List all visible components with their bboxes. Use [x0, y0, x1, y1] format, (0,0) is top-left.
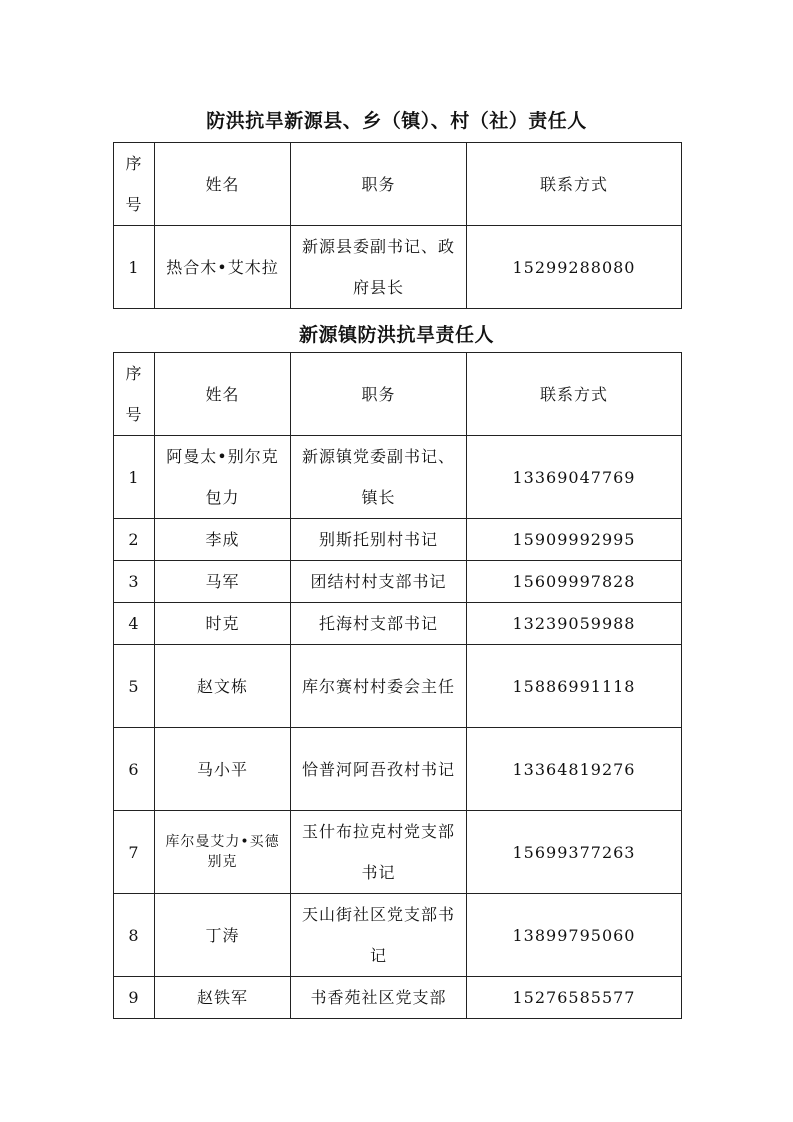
row-name: 热合木•艾木拉 — [155, 226, 291, 309]
row-contact: 13899795060 — [467, 894, 682, 977]
section2-title: 新源镇防洪抗旱责任人 — [298, 324, 494, 346]
row-contact: 13369047769 — [467, 436, 682, 519]
header-name: 姓名 — [155, 353, 291, 436]
row-position: 新源县委副书记、政府县长 — [291, 226, 467, 309]
row-name: 马军 — [155, 561, 291, 603]
section1-title: 防洪抗旱新源县、乡（镇）、村（社）责任人 — [206, 110, 587, 132]
header-contact: 联系方式 — [467, 353, 682, 436]
table-row — [114, 811, 682, 894]
row-no: 4 — [114, 603, 155, 645]
row-no: 3 — [114, 561, 155, 603]
row-name: 阿曼太•别尔克包力 — [155, 436, 291, 519]
row-contact: 15886991118 — [467, 645, 682, 728]
row-contact: 15276585577 — [467, 977, 682, 1019]
row-name: 马小平 — [155, 728, 291, 811]
row-name: 库尔曼艾力•买德别克 — [155, 811, 291, 894]
table-row — [114, 645, 682, 728]
row-contact: 15699377263 — [467, 811, 682, 894]
table-row — [114, 894, 682, 977]
row-position: 恰普河阿吾孜村书记 — [291, 728, 467, 811]
table-row — [114, 728, 682, 811]
header-name: 姓名 — [155, 143, 291, 226]
row-contact: 15909992995 — [467, 519, 682, 561]
table-header-row — [114, 143, 682, 226]
row-no: 5 — [114, 645, 155, 728]
row-position: 托海村支部书记 — [291, 603, 467, 645]
row-no: 6 — [114, 728, 155, 811]
table-header-row — [114, 353, 682, 436]
header-no: 序号 — [114, 143, 155, 226]
row-no: 9 — [114, 977, 155, 1019]
row-position: 库尔赛村村委会主任 — [291, 645, 467, 728]
row-name: 李成 — [155, 519, 291, 561]
table-row — [114, 226, 682, 309]
table-row — [114, 436, 682, 519]
row-name: 赵铁军 — [155, 977, 291, 1019]
table-row — [114, 561, 682, 603]
row-contact: 13239059988 — [467, 603, 682, 645]
town-responsible-table — [113, 352, 682, 1019]
row-name: 丁涛 — [155, 894, 291, 977]
row-position: 别斯托别村书记 — [291, 519, 467, 561]
header-contact: 联系方式 — [467, 143, 682, 226]
header-position: 职务 — [291, 353, 467, 436]
row-contact: 15299288080 — [467, 226, 682, 309]
row-contact: 13364819276 — [467, 728, 682, 811]
header-position: 职务 — [291, 143, 467, 226]
table-row — [114, 977, 682, 1019]
table-row — [114, 519, 682, 561]
row-no: 1 — [114, 436, 155, 519]
table-row — [114, 603, 682, 645]
row-no: 1 — [114, 226, 155, 309]
row-no: 2 — [114, 519, 155, 561]
row-position: 天山街社区党支部书记 — [291, 894, 467, 977]
row-position: 团结村村支部书记 — [291, 561, 467, 603]
row-no: 7 — [114, 811, 155, 894]
county-responsible-table — [113, 142, 682, 309]
row-name: 赵文栋 — [155, 645, 291, 728]
header-no: 序号 — [114, 353, 155, 436]
row-position: 书香苑社区党支部 — [291, 977, 467, 1019]
row-contact: 15609997828 — [467, 561, 682, 603]
row-no: 8 — [114, 894, 155, 977]
row-position: 新源镇党委副书记、镇长 — [291, 436, 467, 519]
row-position: 玉什布拉克村党支部书记 — [291, 811, 467, 894]
row-name: 时克 — [155, 603, 291, 645]
